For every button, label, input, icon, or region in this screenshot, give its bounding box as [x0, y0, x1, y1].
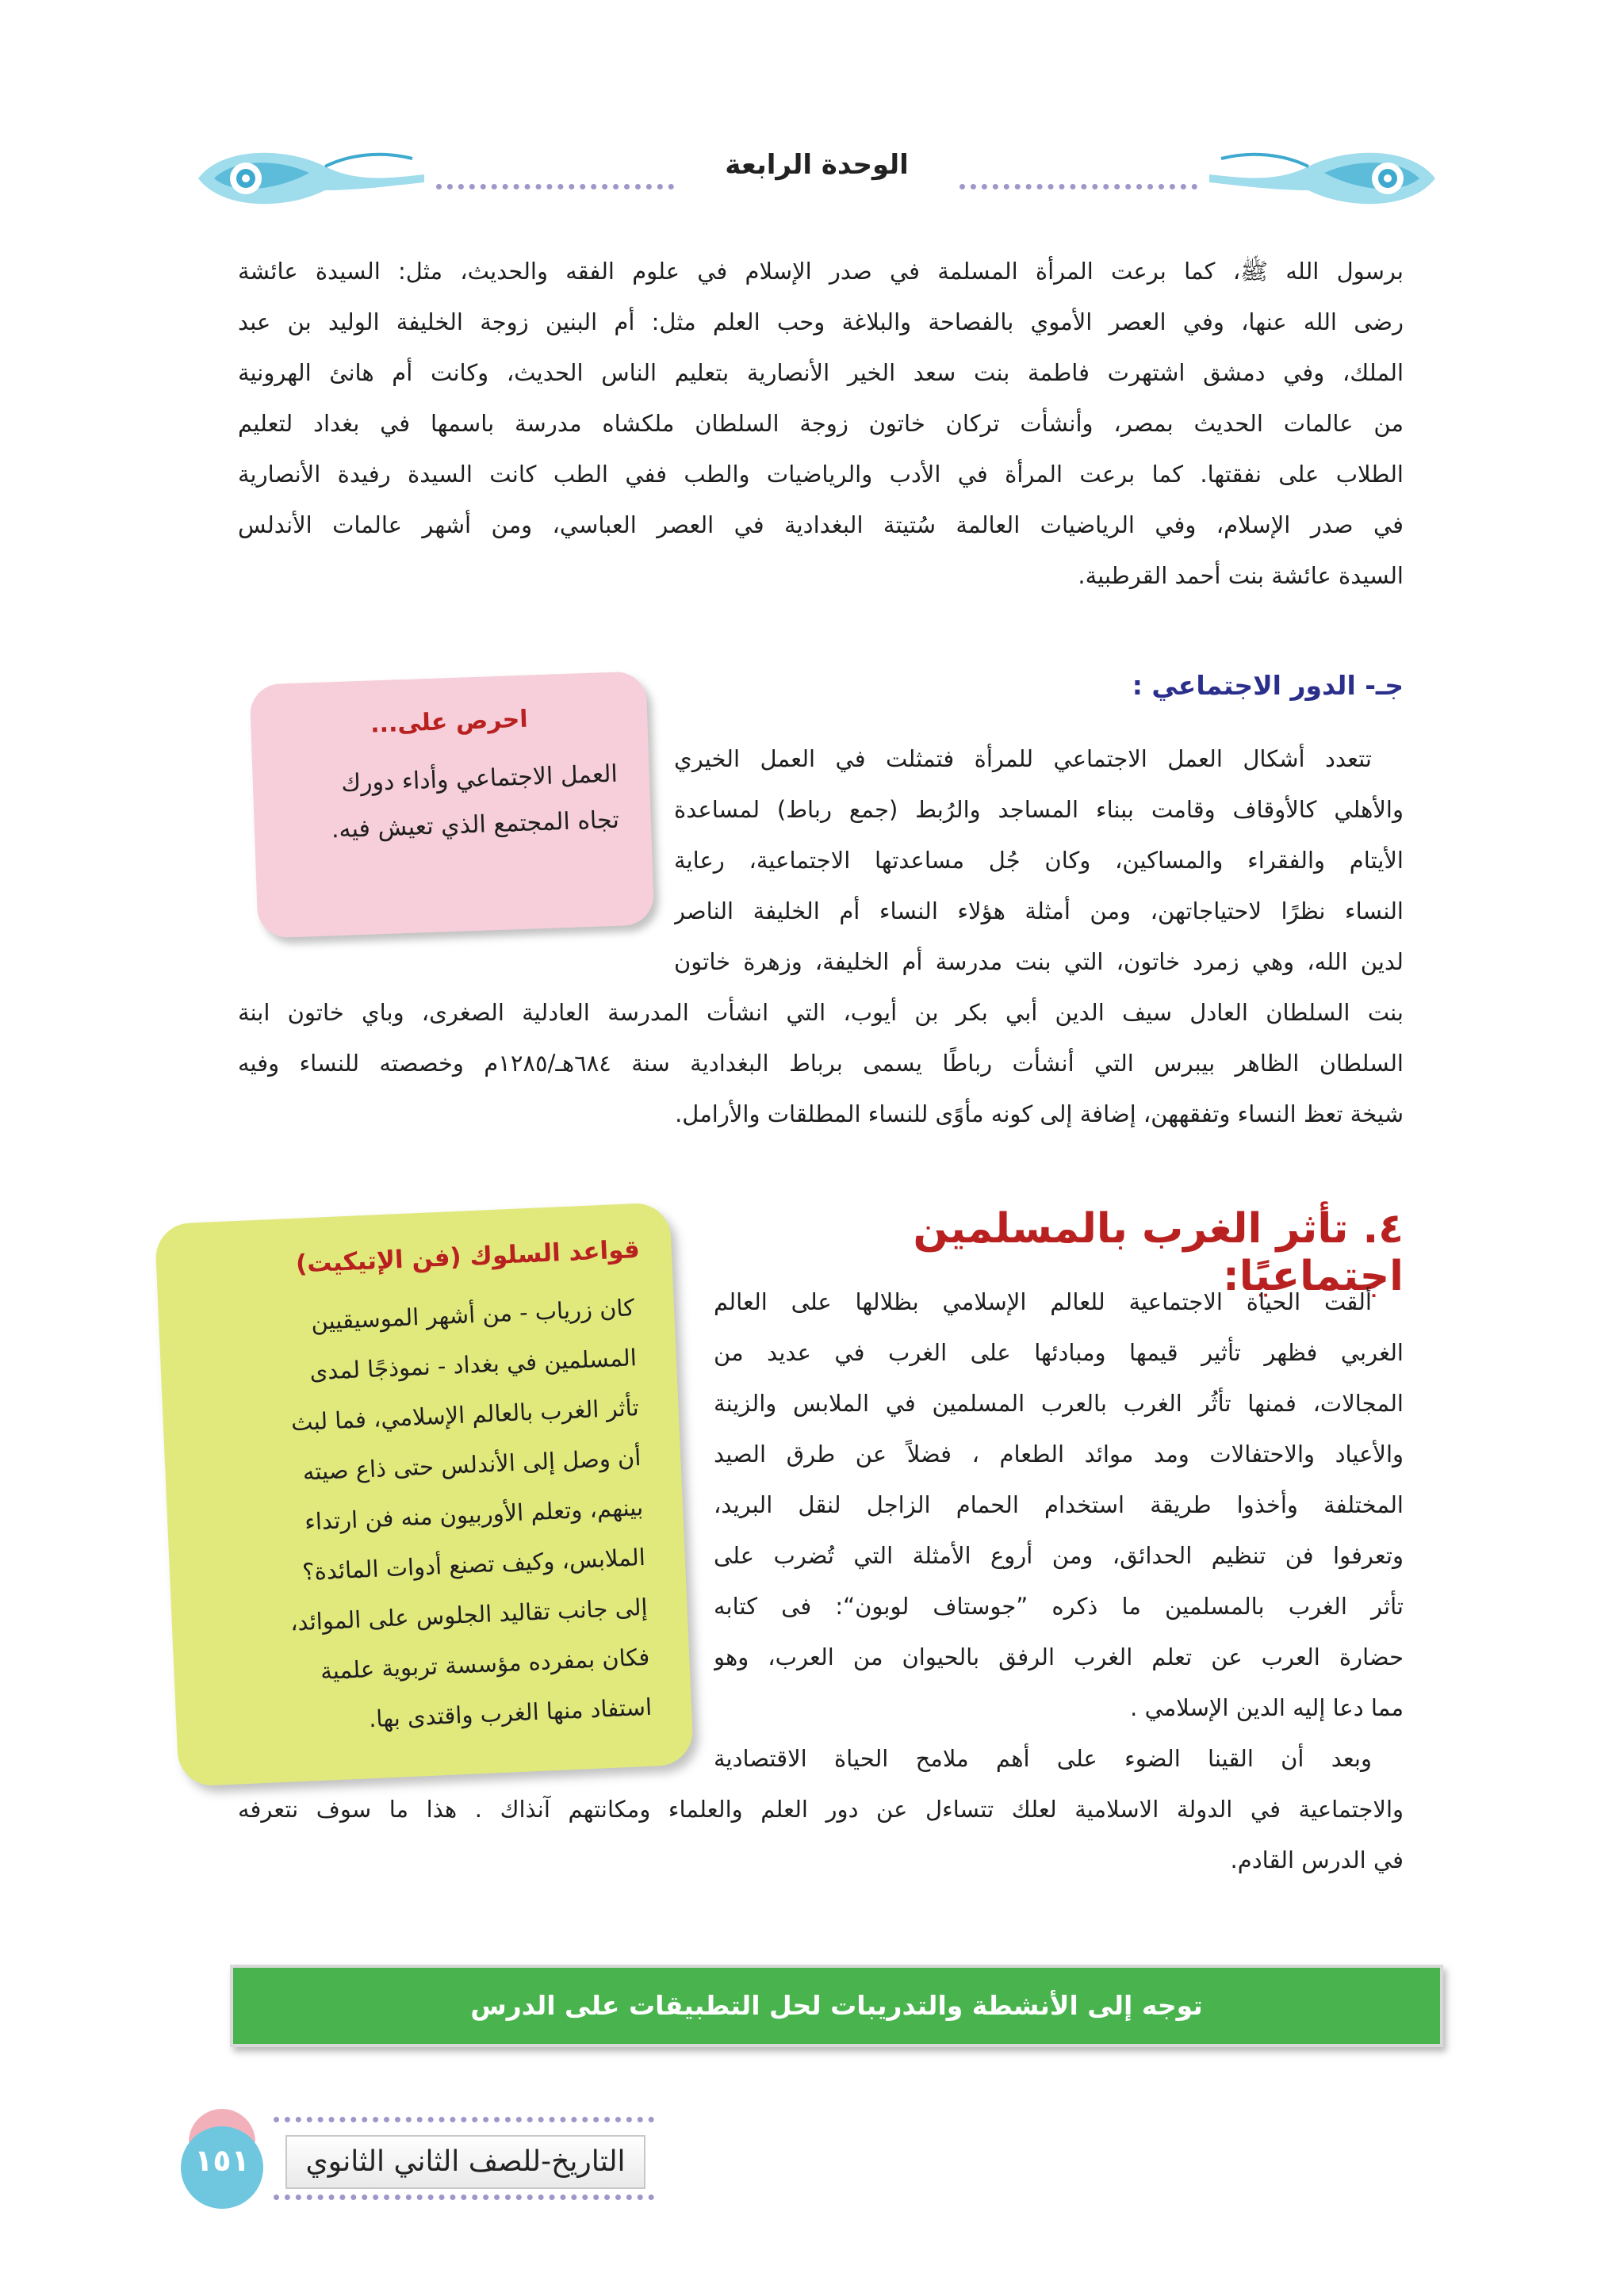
- text-line: السيدة عائشة بنت أحمد القرطبية.: [1078, 562, 1404, 589]
- etiquette-line: الملابس، وكيف تصنع أدوات المائدة؟: [301, 1543, 646, 1586]
- text-line: تتعدد أشكال العمل الاجتماعي للمرأة فتمثلت في العمل الخيري: [674, 745, 1372, 772]
- section-c-heading: جـ- الدور الاجتماعي :: [1132, 670, 1404, 701]
- tip-box: [250, 671, 655, 938]
- section-4-paragraph-narrow: [714, 1276, 1404, 1784]
- text-line: السلطان الظاهر بيبرس التي أنشأت رباطًا يسمى برباط البغدادية سنة ٦٨٤هـ/١٢٨٥م وخصصته للنساء وفيه: [238, 1050, 1404, 1077]
- tip-line: العمل الاجتماعي وأداء دورك: [340, 760, 619, 798]
- etiquette-line: المسلمين في بغداد - نموذجًا لمدى: [308, 1344, 638, 1386]
- section-4-heading: ٤. تأثر الغرب بالمسلمين اجتماعيًا:: [913, 1205, 1404, 1300]
- etiquette-box: [155, 1202, 694, 1787]
- ornament-right-icon: [1205, 143, 1443, 214]
- footer-dots-top: [274, 2117, 654, 2122]
- text-line: من عالمات الحديث بمصر، وأنشأت تركان خاتون زوجة السلطان ملكشاه مدرسة باسمها في بغداد لتعليم: [238, 410, 1404, 437]
- text-line: وبعد أن القينا الضوء على أهم ملامح الحياة الاقتصادية: [714, 1745, 1372, 1772]
- text-line: شيخة تعظ النساء وتفقههن، إضافة إلى كونه مأوًى للنساء المطلقات والأرامل.: [675, 1100, 1404, 1127]
- text-line: المختلفة وأخذوا طريقة استخدام الحمام الزاجل لنقل البريد،: [714, 1491, 1404, 1518]
- text-line: بنت السلطان العادل سيف الدين أبي بكر بن أيوب، التي انشأت المدرسة العادلية الصغرى، وباي خاتون ابنة: [238, 999, 1404, 1026]
- text-line: برسول الله ﷺ، كما برعت المرأة المسلمة في صدر الإسلام في علوم الفقه والحديث، مثل: السيدة عائشة: [238, 258, 1404, 285]
- intro-paragraph: [238, 246, 1404, 601]
- section-4-paragraph-wide: [238, 1784, 1404, 1885]
- text-line: مما دعا إليه الدين الإسلامي .: [1130, 1694, 1404, 1721]
- etiquette-box-title: قواعد السلوك (فن الإتيكيت): [295, 1234, 641, 1279]
- text-line: في الدرس القادم.: [1230, 1846, 1404, 1873]
- tip-box-title: احرص على...: [370, 705, 529, 739]
- etiquette-line: فكان بمفرده مؤسسة تربوية علمية: [320, 1643, 650, 1685]
- text-line: المجالات، فمنها تأثُر الغرب بالعرب المسلمين في الملابس والزينة: [714, 1390, 1404, 1417]
- section-c-paragraph-narrow: [674, 733, 1404, 987]
- text-line: النساء نظرًا لاحتياجاتهن، ومن أمثلة هؤلاء النساء أم الخليفة الناصر: [674, 897, 1404, 924]
- ornament-left-icon: [190, 143, 428, 214]
- text-line: تأثر الغرب بالمسلمين ما ذكره ”جوستاف لوبون“: فى كتابه: [714, 1593, 1404, 1620]
- unit-title: الوحدة الرابعة: [725, 149, 909, 181]
- page-number: ١٥١: [194, 2143, 250, 2178]
- page-header: [190, 135, 1443, 222]
- text-line: والأهلي كالأوقاف وقامت ببناء المساجد والرُبط (جمع رباط) لمساعدة: [674, 796, 1404, 823]
- book-title: التاريخ-للصف الثاني الثانوي: [285, 2135, 645, 2189]
- text-line: الأيتام والفقراء والمساكين، وكان جُل مساعدتها الاجتماعية، رعاية: [674, 847, 1404, 874]
- etiquette-box-text: [197, 1283, 653, 1751]
- etiquette-line: أن وصل إلى الأندلس حتى ذاع صيته: [302, 1444, 642, 1486]
- etiquette-line: بينهم، وتعلم الأوربيون منه فن ارتداء: [304, 1493, 644, 1536]
- text-line: رضى الله عنها، وفي العصر الأموي بالفصاحة والبلاغة وحب العلم مثل: أم البنين زوجة الخليفة الوليد بن عبد: [238, 308, 1404, 335]
- etiquette-line: استفاد منها الغرب واقتدى بها.: [368, 1693, 653, 1733]
- text-line: الغربي فظهر تأثير قيمها ومبادئها على الغرب في عديد من: [714, 1339, 1404, 1366]
- etiquette-line: تأثر الغرب بالعالم الإسلامي، فما لبث: [290, 1394, 640, 1437]
- section-c-paragraph-wide: [238, 987, 1404, 1139]
- text-line: في صدر الإسلام، وفي الرياضيات العالمة سُتيتة البغدادية في العصر العباسي، ومن أشهر عالمات الأندلس: [238, 511, 1404, 538]
- footer-dots-bottom: [274, 2195, 654, 2200]
- text-line: الملك، وفي دمشق اشتهرت فاطمة بنت سعد الخير الأنصارية بتعليم الناس الحديث، وكانت أم هانئ الهرونية: [238, 359, 1404, 386]
- text-line: ألقت الحياة الاجتماعية للعالم الإسلامي بظلالها على العالم: [714, 1288, 1372, 1315]
- tip-box-text: [281, 752, 620, 855]
- text-line: الطلاب على نفقتها. كما برعت المرأة في الأدب والرياضيات والطب ففي الطب كانت السيدة رفيدة الأنصارية: [238, 461, 1404, 488]
- activities-banner[interactable]: توجه إلى الأنشطة والتدريبات لحل التطبيقات على الدرس: [230, 1965, 1443, 2047]
- text-line: وتعرفوا فن تنظيم الحدائق، ومن أروع الأمثلة التي تُضرب على: [714, 1542, 1404, 1569]
- text-line: حضارة العرب عن تعلم الغرب الرفق بالحيوان من العرب، وهو: [714, 1644, 1404, 1670]
- header-dots-left: [436, 184, 674, 196]
- text-line: والأعياد والاحتفالات ومد موائد الطعام ، فضلاً عن طرق الصيد: [714, 1441, 1404, 1468]
- text-line: لدين الله، وهي زمرد خاتون، التي بنت مدرسة أم الخليفة، وزهرة خاتون: [674, 948, 1404, 975]
- tip-line: تجاه المجتمع الذي تعيش فيه.: [331, 806, 620, 844]
- etiquette-line: كان زرياب - من أشهر الموسيقيين: [310, 1294, 635, 1335]
- etiquette-line: إلى جانب تقاليد الجلوس على الموائد،: [289, 1593, 649, 1636]
- text-line: والاجتماعية في الدولة الاسلامية لعلك تتساءل عن دور العلم والعلماء ومكانتهم آنذاك . هذا ما سوف نتعرفه: [238, 1796, 1404, 1823]
- header-dots-right: [959, 184, 1197, 196]
